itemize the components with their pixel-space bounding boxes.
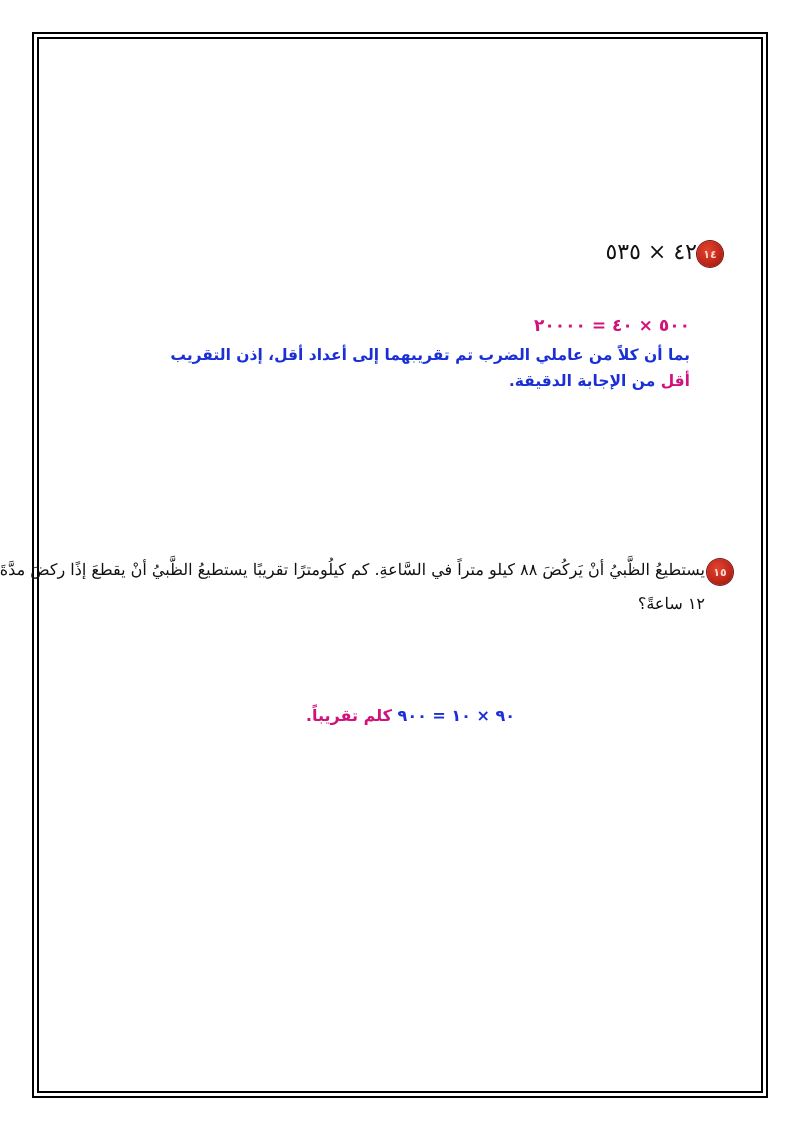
answer-equation: ٩٠ × ١٠ = ٩٠٠	[397, 706, 515, 725]
question-14-expression: ٤٢ × ٥٣٥	[605, 240, 697, 265]
question-14-number-badge	[697, 241, 723, 267]
question-14-answer-equation	[534, 316, 690, 336]
answer-unit-text: كلم تقريباً.	[305, 706, 398, 725]
question-15-answer	[306, 706, 515, 725]
question-14-number: ١٤	[703, 247, 717, 261]
question-14-explanation-line2	[509, 372, 690, 390]
question-15-number-badge	[707, 559, 733, 585]
question-14-explanation-line1: بما أن كلاً من عاملي الضرب تم تقريبهما إلى أعداد أقل، إذن التقريب	[170, 346, 690, 364]
question-15-text-line1: يستطيعُ الظَّبيُ أنْ يَركُضَ ٨٨ كيلو متراً في السَّاعةِ. كم كيلُومترًا تقريبًا يستطيعُ الظَّبيُ أنْ يقطعَ إذًا ركضَ مدَّةَ	[0, 560, 705, 579]
question-15-number: ١٥	[713, 565, 727, 579]
explanation-highlight: أقل	[660, 372, 690, 390]
answer-equation-text: ٥٠٠ × ٤٠ = ٢٠٠٠٠	[534, 316, 690, 336]
explanation-rest: من الإجابة الدقيقة.	[508, 372, 661, 390]
question-15-text-line2: ١٢ ساعةً؟	[637, 594, 705, 613]
